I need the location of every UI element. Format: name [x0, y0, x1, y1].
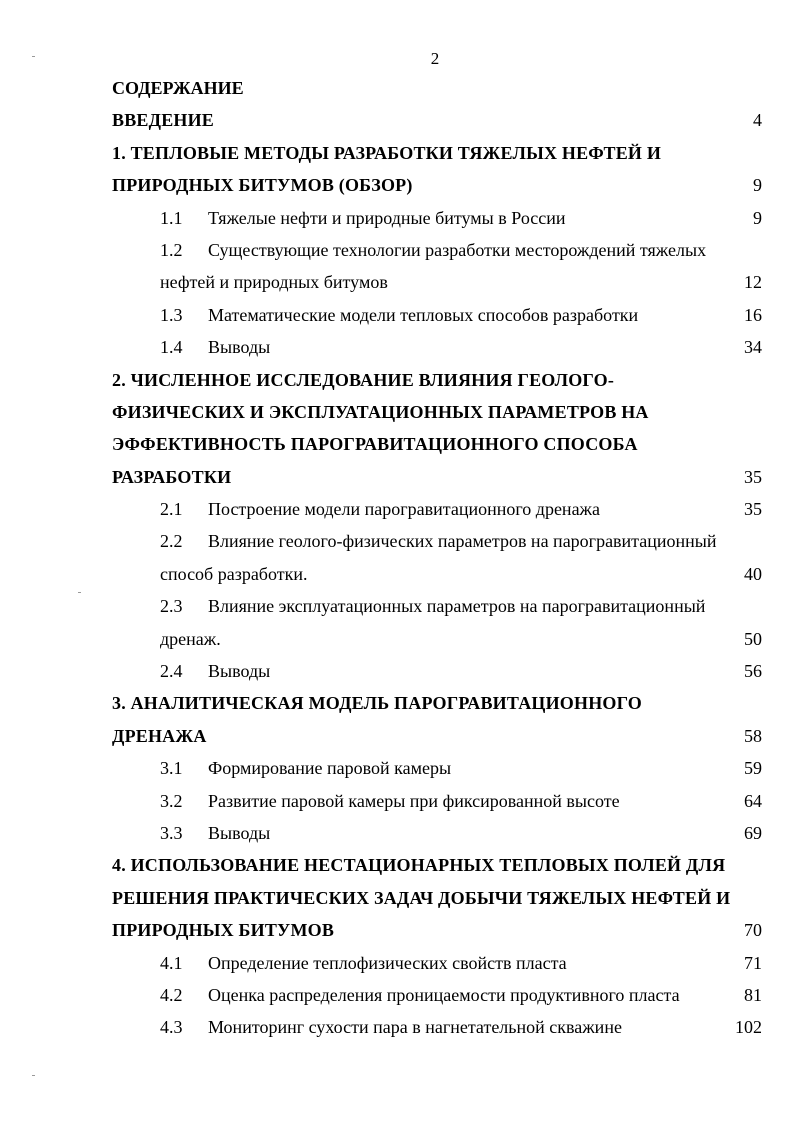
toc-entry-page: 70 — [744, 920, 762, 941]
toc-section-4-3[interactable]: 4.3 Мониторинг сухости пара в нагнетательной скважине 102 — [160, 1017, 762, 1038]
toc-chapter-4-line-3[interactable]: ПРИРОДНЫХ БИТУМОВ 70 — [112, 914, 762, 946]
toc-chapter-4-line-2[interactable]: РЕШЕНИЯ ПРАКТИЧЕСКИХ ЗАДАЧ ДОБЫЧИ ТЯЖЕЛЫХ НЕФТЕЙ И — [112, 887, 731, 908]
page-number: 2 — [430, 49, 440, 68]
toc-section-2-2-cont[interactable]: способ разработки. 40 — [160, 563, 762, 584]
toc-section-2-4[interactable]: 2.4 Выводы 56 — [160, 661, 762, 682]
toc-section-4-2[interactable]: 4.2 Оценка распределения проницаемости продуктивного пласта 81 — [160, 984, 762, 1005]
toc-section-1-3[interactable]: 1.3 Математические модели тепловых способов разработки 16 — [160, 304, 762, 325]
toc-entry-title: ВВЕДЕНИЕ — [112, 110, 215, 131]
toc-heading: СОДЕРЖАНИЕ — [112, 78, 244, 98]
toc-section-2-1[interactable]: 2.1 Построение модели парогравитационного дренажа 35 — [160, 499, 762, 520]
toc-section-2-3[interactable]: 2.3 Влияние эксплуатационных параметров на парогравитационный — [160, 596, 706, 617]
toc-chapter-1-line-2[interactable]: ПРИРОДНЫХ БИТУМОВ (ОБЗОР) 9 — [112, 169, 762, 201]
toc-chapter-2-line-2[interactable]: ФИЗИЧЕСКИХ И ЭКСПЛУАТАЦИОННЫХ ПАРАМЕТРОВ НА — [112, 401, 649, 422]
scan-speck — [78, 592, 81, 593]
toc-chapter-1-line-1[interactable]: 1. ТЕПЛОВЫЕ МЕТОДЫ РАЗРАБОТКИ ТЯЖЕЛЫХ НЕФТЕЙ И — [112, 142, 662, 163]
toc-chapter-3-line-1[interactable]: 3. АНАЛИТИЧЕСКАЯ МОДЕЛЬ ПАРОГРАВИТАЦИОННОГО — [112, 693, 643, 714]
toc-section-4-1[interactable]: 4.1 Определение теплофизических свойств пласта 71 — [160, 952, 762, 973]
toc-chapter-3-line-2[interactable]: ДРЕНАЖА 58 — [112, 720, 762, 752]
toc-chapter-2-line-3[interactable]: ЭФФЕКТИВНОСТЬ ПАРОГРАВИТАЦИОННОГО СПОСОБА — [112, 434, 638, 455]
scan-speck — [32, 56, 35, 57]
toc-section-1-2[interactable]: 1.2 Существующие технологии разработки месторождений тяжелых — [160, 239, 707, 260]
table-of-contents — [112, 72, 762, 1044]
toc-section-2-3-cont[interactable]: дренаж. 50 — [160, 628, 762, 649]
toc-entry-page: 9 — [753, 175, 762, 196]
toc-entry-page: 4 — [753, 110, 762, 131]
toc-entry-page: 58 — [744, 725, 762, 746]
toc-section-2-2[interactable]: 2.2 Влияние геолого-физических параметров на парогравитационный — [160, 531, 717, 552]
toc-section-3-2[interactable]: 3.2 Развитие паровой камеры при фиксированной высоте 64 — [160, 790, 762, 811]
toc-section-1-2-cont[interactable]: нефтей и природных битумов 12 — [160, 272, 762, 293]
toc-section-3-1[interactable]: 3.1 Формирование паровой камеры 59 — [160, 758, 762, 779]
toc-chapter-2-line-1[interactable]: 2. ЧИСЛЕННОЕ ИССЛЕДОВАНИЕ ВЛИЯНИЯ ГЕОЛОГО- — [112, 369, 615, 390]
toc-chapter-2-line-4[interactable]: РАЗРАБОТКИ 35 — [112, 461, 762, 493]
toc-entry-page: 35 — [744, 466, 762, 487]
toc-section-1-1[interactable]: 1.1 Тяжелые нефти и природные битумы в России 9 — [160, 207, 762, 228]
toc-chapter-4-line-1[interactable]: 4. ИСПОЛЬЗОВАНИЕ НЕСТАЦИОНАРНЫХ ТЕПЛОВЫХ ПОЛЕЙ ДЛЯ — [112, 855, 726, 876]
scan-speck — [32, 1075, 35, 1076]
toc-entry-introduction[interactable] — [112, 104, 762, 136]
toc-section-3-3[interactable]: 3.3 Выводы 69 — [160, 822, 762, 843]
toc-section-1-4[interactable]: 1.4 Выводы 34 — [160, 337, 762, 358]
